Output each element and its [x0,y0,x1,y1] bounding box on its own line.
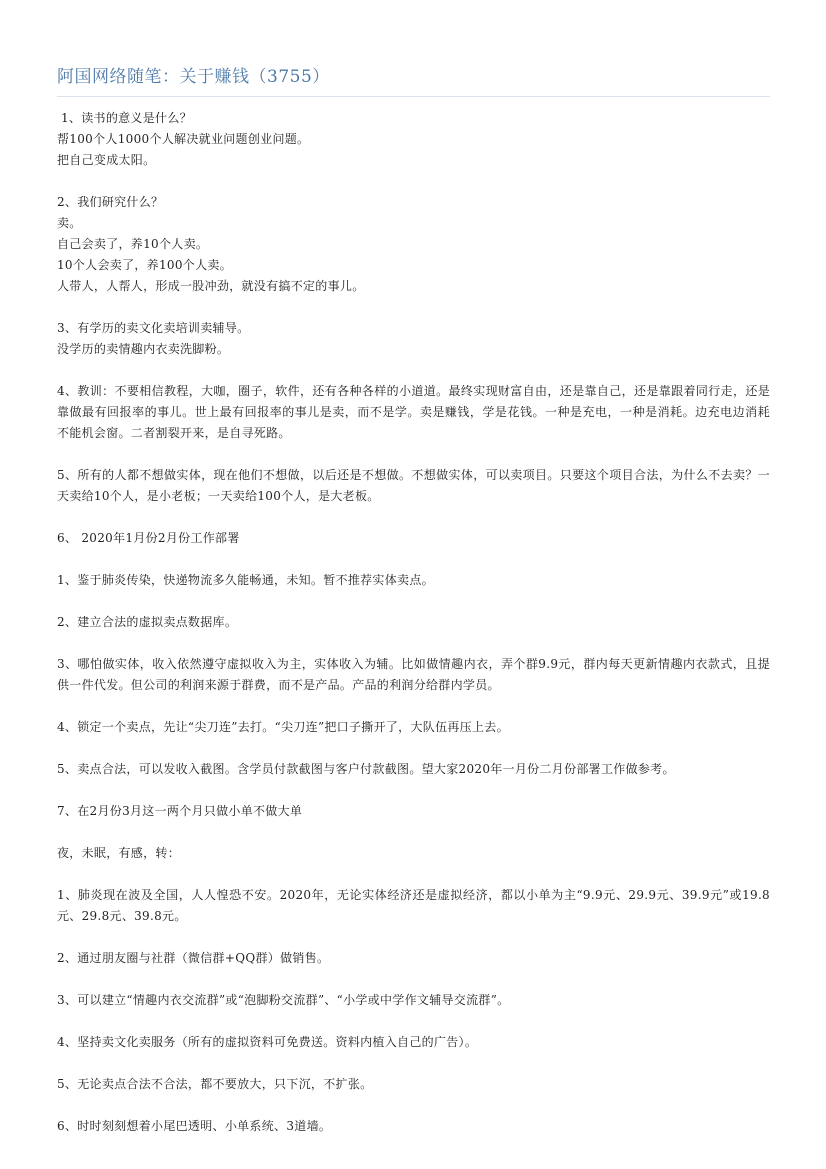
paragraph [57,192,770,297]
paragraph [57,108,770,171]
document-page [57,0,770,1158]
paragraph [57,1116,770,1137]
text-line: 2、我们研究什么？ [57,195,164,209]
text-line: 1、鉴于肺炎传染，快递物流多久能畅通，未知。暂不推荐实体卖点。 [57,573,434,587]
paragraph [57,885,770,927]
text-line: 3、哪怕做实体，收入依然遵守虚拟收入为主，实体收入为辅。比如做情趣内衣，弄个群9.9元，群内每天更新情趣内衣款式，且提供一件代发。但公司的利润来源于群费，而不是产品。产品的利润分给群内学员。 [57,657,770,692]
text-line: 4、坚持卖文化卖服务（所有的虚拟资料可免费送。资料内植入自己的广告）。 [57,1035,478,1049]
text-line: 6、 2020年1月份2月份工作部署 [57,531,240,545]
paragraph [57,381,770,444]
paragraph [57,717,770,738]
text-line: 人带人，人帮人，形成一股冲劲，就没有搞不定的事儿。 [57,279,365,293]
text-line: 3、可以建立“情趣内衣交流群”或“泡脚粉交流群”、“小学或中学作文辅导交流群”。 [57,993,510,1007]
text-line: 2、通过朋友圈与社群（微信群+QQ群）做销售。 [57,951,330,965]
text-line: 5、所有的人都不想做实体，现在他们不想做，以后还是不想做。不想做实体，可以卖项目。只要这个项目合法，为什么不去卖？一天卖给10个人，是小老板；一天卖给100个人，是大老板。 [57,468,770,503]
text-line: 帮100个人1000个人解决就业问题创业问题。 [57,132,310,146]
page-title: 阿国网络随笔：关于赚钱（3755） [57,67,330,87]
paragraph [57,759,770,780]
text-line: 3、有学历的卖文化卖培训卖辅导。 [57,321,250,335]
text-line: 1、读书的意义是什么？ [61,111,192,125]
paragraph [57,528,770,549]
text-line: 4、教训：不要相信教程，大咖，圈子，软件，还有各种各样的小道道。最终实现财富自由，还是靠自己，还是靠跟着同行走，还是靠做最有回报率的事儿。世上最有回报率的事儿是卖，而不是学。卖是赚钱，学是花钱。一种是充电，一种是消耗。边充电边消耗不能机会窗。二者割裂开来，是自寻死路。 [57,384,770,440]
text-line: 4、锁定一个卖点，先让“尖刀连”去打。“尖刀连”把口子撕开了，大队伍再压上去。 [57,720,509,734]
text-line: 2、建立合法的虚拟卖点数据库。 [57,615,238,629]
text-line: 1、肺炎现在波及全国，人人惶恐不安。2020年，无论实体经济还是虚拟经济，都以小单为主“9.9元、29.9元、39.9元”或19.8元、29.8元、39.8元。 [57,888,770,923]
text-line: 夜，未眠，有感，转： [57,846,181,860]
paragraph [57,318,770,360]
paragraph [57,1032,770,1053]
text-line: 7、在2月份3月这一两个月只做小单不做大单 [57,804,303,818]
paragraph [57,948,770,969]
text-line: 自己会卖了，养10个人卖。 [57,237,209,251]
paragraph [57,465,770,507]
title-divider [57,96,770,97]
text-line: 5、卖点合法，可以发收入截图。含学员付款截图与客户付款截图。望大家2020年一月份二月份部署工作做参考。 [57,762,675,776]
text-line: 10个人会卖了，养100个人卖。 [57,258,232,272]
paragraph [57,801,770,822]
paragraph [57,1074,770,1095]
text-line: 6、时时刻刻想着小尾巴透明、小单系统、3道墙。 [57,1119,332,1133]
text-line: 卖。 [57,216,82,230]
paragraph [57,570,770,591]
text-line: 把自己变成太阳。 [57,153,156,167]
article-body [57,108,770,1137]
text-line: 5、无论卖点合法不合法，都不要放大，只下沉，不扩张。 [57,1077,373,1091]
paragraph [57,990,770,1011]
paragraph [57,654,770,696]
paragraph [57,612,770,633]
paragraph [57,843,770,864]
text-line: 没学历的卖情趣内衣卖洗脚粉。 [57,342,230,356]
